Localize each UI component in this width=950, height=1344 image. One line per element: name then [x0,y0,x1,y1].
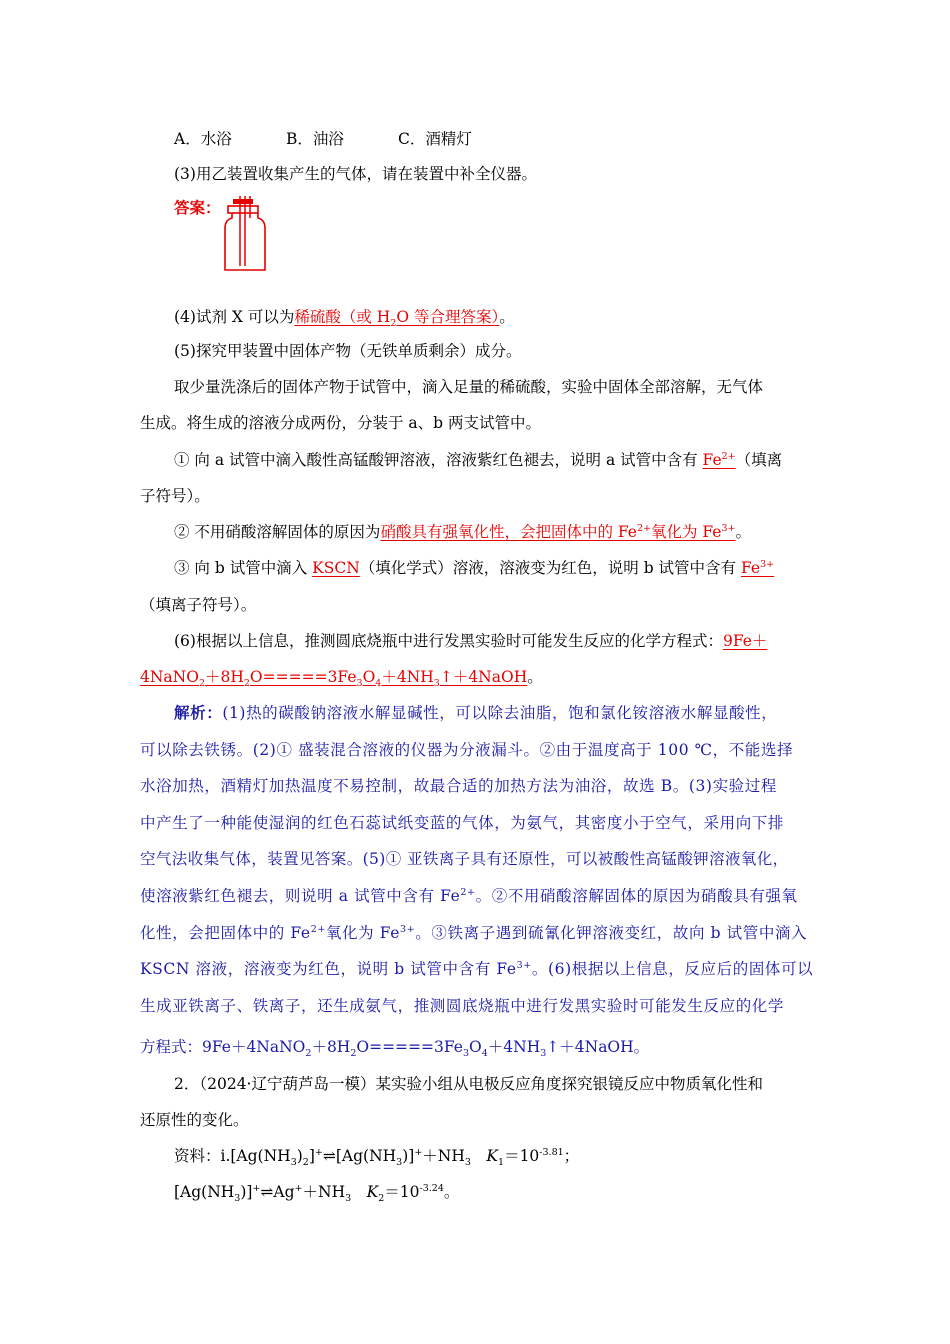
analysis-line-2: 可以除去铁锈。(2)① 盛装混合溶液的仪器为分液漏斗。②由于温度高于 100 ℃，不能选择 [140,741,794,759]
options-line [174,128,472,150]
bottle-stopper [228,206,258,213]
analysis-line-4: 中产生了一种能使湿润的红色石蕊试纸变蓝的气体，为氨气，其密度小于空气，采用向下排 [140,814,785,832]
option-c: C．酒精灯 [398,130,472,148]
procedure-line-1: 取少量洗涤后的固体产物于试管中，滴入足量的稀硫酸，实验中固体全部溶解，无气体 [174,378,764,396]
answer-kscn: KSCN [312,559,360,577]
reference-equilibrium-1: 资料：$ⅰ.[Ag(NH_3)_2]^+\rightleftharpoons[Ag(NH_3)]^++NH_3$ $K_1=10^{-3.81}$； [174,1146,580,1169]
step-2: ② 不用硝酸溶解固体的原因为硝酸具有强氧化性，会把固体中的 $Fe^{2+}$氧化为 $Fe^{3+}$。 [174,522,752,541]
answer-nitric-reason: 硝酸具有强氧化性，会把固体中的 $Fe^{2+}$氧化为 $Fe^{3+}$ [380,522,736,541]
reference-equilibrium-2: $[Ag(NH_3)]^+\rightleftharpoons Ag^++NH_3$ $K_2=10^{-3.24}$。 [174,1182,460,1205]
step-3: ③ 向 b 试管中滴入 KSCN（填化学式）溶液，溶液变为红色，说明 b 试管中含有 $Fe^{3+}$ [174,558,775,577]
option-a: A．水浴 [174,130,232,148]
analysis-line-10: 方程式：$9Fe+4NaNO_2+8H_2O=====3Fe_3O_4+4NH_3↑+4NaOH$。 [140,1038,650,1060]
analysis-line-8: KSCN 溶液，溶液变为红色，说明 b 试管中含有 $Fe^{3+}$。(6)根据以上信息，反应后的固体可以 [140,959,814,978]
analysis-line-1: 解析：(1)热的碳酸钠溶液水解显碱性，可以除去油脂，饱和氯化铵溶液水解显酸性， [174,703,778,722]
question-5: (5)探究甲装置中固体产物（无铁单质剩余）成分。 [174,342,522,360]
question-6-equation: $4NaNO_2+8H_2O=====3Fe_3O_4+4NH_3↑+4NaOH$。 [140,668,543,690]
analysis-line-7: 化性，会把固体中的 $Fe^{2+}$氧化为 $Fe^{3+}$。③铁离子遇到硫氰化钾溶液变红，故向 b 试管中滴入 [140,923,808,942]
analysis-line-9: 生成亚铁离子、铁离子，还生成氨气，推测圆底烧瓶中进行发黑实验时可能发生反应的化学 [140,997,785,1015]
step-1: ① 向 a 试管中滴入酸性高锰酸钾溶液，溶液紫红色褪去，说明 a 试管中含有 $Fe^{2+}$（填离 [174,450,783,469]
question-2-line-2: 还原性的变化。 [140,1111,249,1129]
procedure-line-2: 生成。将生成的溶液分成两份，分装于 a、b 两支试管中。 [140,414,542,432]
answer-label: 答案： [174,198,221,217]
option-b: B．油浴 [286,130,344,148]
step-3-cont: （填离子符号）。 [140,596,257,614]
gas-bottle-diagram [220,196,270,272]
question-3: (3)用乙装置收集产生的气体，请在装置中补全仪器。 [174,165,537,183]
question-2-line-1: 2．（2024·辽宁葫芦岛一模）某实验小组从电极反应角度探究银镜反应中物质氧化性和 [174,1075,763,1093]
answer-equation-part2: $4NaNO_2+8H_2O=====3Fe_3O_4+4NH_3↑+4NaOH$ [140,668,528,690]
question-6: (6)根据以上信息，推测圆底烧瓶中进行发黑实验时可能发生反应的化学方程式：9Fe＋ [174,632,768,650]
analysis-line-6: 使溶液紫红色褪去，则说明 a 试管中含有 $Fe^{2+}$。②不用硝酸溶解固体的原因为硝酸具有强氧 [140,886,798,905]
answer-equation-part1: 9Fe＋ [722,632,768,650]
step-1-cont: 子符号）。 [140,487,210,505]
answer-fe3-ion: $Fe^{3+}$ [740,558,775,577]
question-4: (4)试剂 X 可以为稀硫酸（或 $H_2O$ 等合理答案）。 [174,308,515,330]
analysis-line-5: 空气法收集气体，装置见答案。(5)① 亚铁离子具有还原性，可以被酸性高锰酸钾溶液氧化， [140,850,789,868]
answer-reagent-x: 稀硫酸（或 $H_2O$ 等合理答案） [294,308,500,330]
analysis-line-3: 水浴加热，酒精灯加热温度不易控制，故最合适的加热方法为油浴，故选 B。(3)实验过程 [140,777,777,795]
answer-fe2-ion: $Fe^{2+}$ [702,450,736,469]
